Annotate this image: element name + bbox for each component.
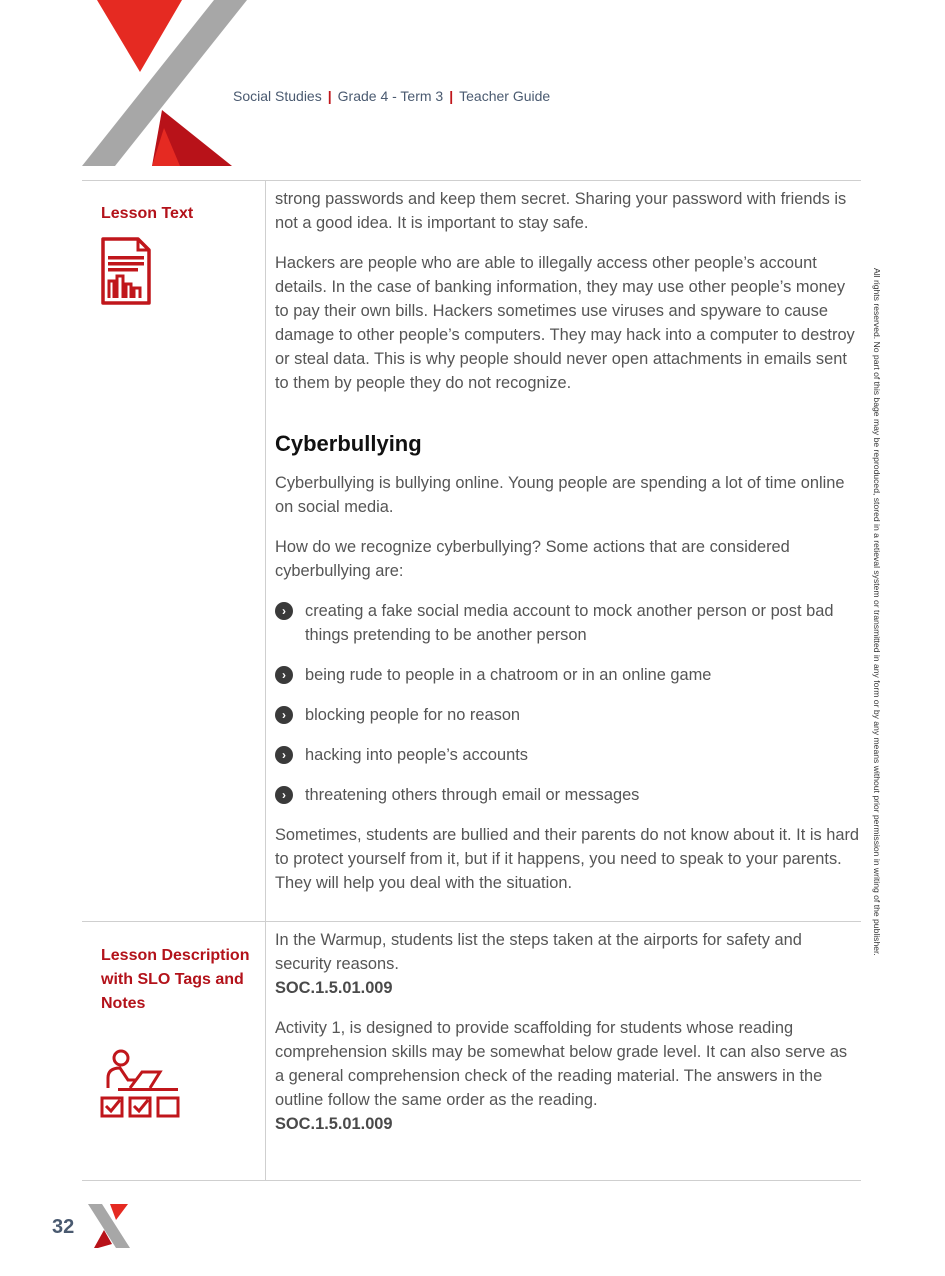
slo-tag: SOC.1.5.01.009: [275, 1115, 393, 1133]
header-separator: |: [449, 88, 454, 104]
header-grade-term: Grade 4 - Term 3: [337, 88, 444, 104]
section-label-lesson-text: Lesson Text: [101, 205, 194, 222]
column-divider: [265, 921, 266, 1180]
row-divider: [82, 921, 861, 922]
paragraph: Cyberbullying is bullying online. Young people are spending a lot of time online on social media.: [275, 474, 845, 516]
entry-text: Activity 1, is designed to provide scaffolding for students whose reading comprehension skills may be somewhat below grade level. It can also serve as a general comprehension check of the reading material. The answers in the outline follow the same order as the reading.: [275, 1019, 848, 1109]
paragraph: How do we recognize cyberbullying? Some actions that are considered cyberbullying are:: [275, 538, 790, 580]
section-label-lesson-description: Lesson Description with SLO Tags and Notes: [101, 947, 250, 1012]
chevron-right-circle-icon: ›: [275, 602, 293, 620]
list-item-text: being rude to people in a chatroom or in an online game: [305, 666, 712, 684]
copyright-notice: All rights reserved. No part of this bage may be reproduced, stored in a retieval system or transmitted in any form or by any means without prior permission in writing of the publisher.: [872, 268, 882, 956]
page-number: 32: [52, 1216, 75, 1238]
list-item: [275, 783, 860, 807]
list-item: [275, 743, 860, 767]
column-divider: [265, 180, 266, 921]
teacher-checklist-icon: [100, 1048, 182, 1120]
lesson-text-content: [275, 187, 860, 911]
entry-text: In the Warmup, students list the steps taken at the airports for safety and security reasons.: [275, 931, 802, 973]
chevron-right-circle-icon: ›: [275, 746, 293, 764]
running-header: [233, 88, 550, 104]
table-bottom-rule: [82, 1180, 861, 1181]
table-top-rule: [82, 180, 861, 181]
chevron-right-circle-icon: ›: [275, 786, 293, 804]
document-chart-icon: [100, 236, 152, 306]
list-item: [275, 703, 860, 727]
header-guide: Teacher Guide: [459, 88, 551, 104]
slo-tag: SOC.1.5.01.009: [275, 979, 393, 997]
footer-logo: [88, 1204, 130, 1248]
lesson-description-content: [275, 928, 860, 1152]
description-entry: [275, 928, 860, 1000]
publisher-logo: [82, 0, 247, 166]
paragraph: Sometimes, students are bullied and their parents do not know about it. It is hard to protect yourself from it, but if it happens, you need to speak to your parents. They will help you deal with the situation.: [275, 826, 860, 892]
list-item-text: hacking into people’s accounts: [305, 746, 528, 764]
chevron-right-circle-icon: ›: [275, 666, 293, 684]
list-item-text: creating a fake social media account to mock another person or post bad things pretending to be another person: [305, 602, 834, 644]
paragraph: Hackers are people who are able to illegally access other people’s account details. In the case of banking information, they may use other people’s money to pay their own bills. Hackers sometimes use viruses and spyware to cause damage to other people’s computers. They may hack into a computer to destroy or steal data. This is why people should never open attachments in emails sent to them by people they do not recognize.: [275, 254, 855, 392]
header-subject: Social Studies: [233, 88, 322, 104]
list-item-text: threatening others through email or messages: [305, 786, 640, 804]
paragraph: strong passwords and keep them secret. Sharing your password with friends is not a good idea. It is important to stay safe.: [275, 190, 847, 232]
header-separator: |: [327, 88, 332, 104]
bullet-list: [275, 599, 860, 807]
description-entry: [275, 1016, 860, 1136]
chevron-right-circle-icon: ›: [275, 706, 293, 724]
list-item: [275, 663, 860, 687]
section-heading: Cyberbullying: [275, 431, 422, 456]
list-item: [275, 599, 860, 647]
list-item-text: blocking people for no reason: [305, 706, 521, 724]
